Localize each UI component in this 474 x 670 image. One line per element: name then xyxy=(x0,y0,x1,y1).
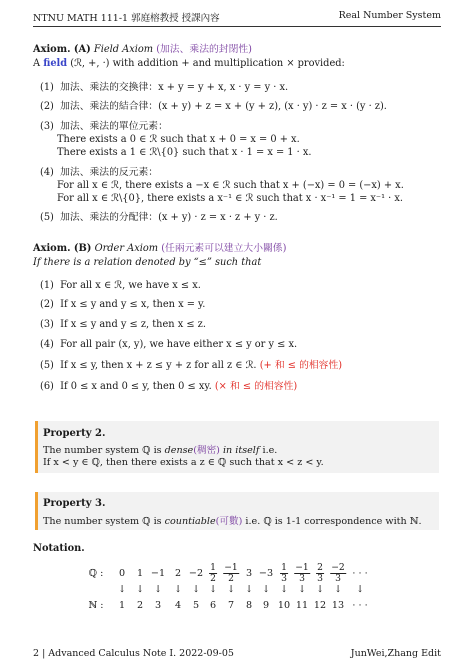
property-2-dense-cjk: (稠密) xyxy=(193,445,220,456)
maps-to-arrow: ↓ xyxy=(191,584,201,595)
maps-to-arrow: ↓ xyxy=(135,584,145,595)
axiom-b-item-2 xyxy=(40,298,205,311)
q-value: 0 xyxy=(118,568,126,579)
fraction xyxy=(294,563,310,584)
n-value: 11 xyxy=(295,600,309,611)
n-value: 6 xyxy=(209,600,217,611)
n-value: 3 xyxy=(154,600,162,611)
n-value: 13 xyxy=(331,600,345,611)
item-number: (3) xyxy=(40,121,54,132)
n-value: 5 xyxy=(192,600,200,611)
axiom-b-intro: If there is a relation denoted by “≤” such that xyxy=(33,257,262,268)
axiom-b-label: Axiom. (B) xyxy=(33,243,92,254)
property-3-pre: The number system ℚ is xyxy=(43,516,162,527)
property-2-line-1 xyxy=(43,442,277,456)
n-value: 1 xyxy=(118,600,126,611)
item-text: For all x ∈ ℛ, we have x ≤ x. xyxy=(60,280,201,291)
footer-right: JunWei,Zhang Edit xyxy=(350,648,441,659)
maps-to-arrow: ↓ xyxy=(208,584,218,595)
property-2-line-2: If x < y ∈ ℚ, then there exists a z ∈ ℚ such that x < z < y. xyxy=(43,457,324,468)
axiom-b-name: Order Axiom xyxy=(94,243,159,254)
q-value: 1 xyxy=(136,568,144,579)
property-3-line xyxy=(43,513,422,527)
fraction xyxy=(223,563,239,584)
axiom-a-item-1 xyxy=(40,81,288,94)
property-2-title: Property 2. xyxy=(43,428,106,439)
maps-to-arrow: ↓ xyxy=(244,584,254,595)
numerator: −2 xyxy=(331,562,345,573)
header-rule xyxy=(33,26,441,27)
n-value: 2 xyxy=(136,600,144,611)
property-2-box xyxy=(35,421,439,473)
maps-to-arrow: ↓ xyxy=(226,584,236,595)
page-footer xyxy=(33,648,441,662)
footer-left: 2 | Advanced Calculus Note I. 2022-09-05 xyxy=(33,648,234,659)
q-row-label: ℚ : xyxy=(88,568,104,579)
numerator: −1 xyxy=(295,562,309,573)
axiom-a-item-3-sub-1: There exists a 0 ∈ ℛ such that x + 0 = x = 0 + x. xyxy=(57,134,300,145)
denominator: 2 xyxy=(210,573,216,584)
notation-correspondence-table xyxy=(0,562,474,642)
property-3-title: Property 3. xyxy=(43,498,106,509)
axiom-a-title xyxy=(33,43,252,56)
q-value: 2 xyxy=(174,568,182,579)
maps-to-arrow: ↓ xyxy=(333,584,343,595)
maps-to-arrow: ↓ xyxy=(297,584,307,595)
item-text: If x ≤ y and y ≤ x, then x = y. xyxy=(60,299,206,310)
fraction xyxy=(330,563,346,584)
field-term: field xyxy=(43,58,68,69)
property-2-dense: dense xyxy=(164,445,194,456)
q-value xyxy=(280,562,288,584)
item-number: (4) xyxy=(40,167,54,178)
property-3-countable: countiable xyxy=(164,516,216,527)
denominator: 3 xyxy=(299,573,305,584)
axiom-a-intro-pre: A xyxy=(33,58,41,69)
axiom-b-cjk: (任兩元素可以建立大小關係) xyxy=(161,243,287,254)
numerator: 1 xyxy=(281,562,287,573)
maps-to-arrow: ↓ xyxy=(173,584,183,595)
axiom-a-item-3-sub-2: There exists a 1 ∈ ℛ\{0} such that x · 1 = x = 1 · x. xyxy=(57,147,312,158)
axiom-a-item-4-sub-1: For all x ∈ ℛ, there exists a −x ∈ ℛ such that x + (−x) = 0 = (−x) + x. xyxy=(57,180,404,191)
denominator: 3 xyxy=(317,573,323,584)
axiom-a-label: Axiom. (A) xyxy=(33,44,91,55)
header-right: Real Number System xyxy=(338,10,441,21)
q-value: −2 xyxy=(188,568,204,579)
axiom-b-item-1 xyxy=(40,279,201,292)
axiom-b-item-5 xyxy=(40,359,342,372)
q-value: −1 xyxy=(150,568,166,579)
axiom-a-item-5 xyxy=(40,211,278,224)
item-number: (5) xyxy=(40,212,54,223)
n-value: 4 xyxy=(174,600,182,611)
item-number: (4) xyxy=(40,339,54,350)
page-header xyxy=(33,10,441,24)
maps-to-arrow: ↓ xyxy=(279,584,289,595)
denominator: 3 xyxy=(335,573,341,584)
axiom-a-name: Field Axiom xyxy=(93,44,154,55)
property-3-accent-bar xyxy=(35,492,38,530)
n-value: 12 xyxy=(313,600,327,611)
property-2-in-itself: in itself xyxy=(222,445,260,456)
property-2-line-1-pre: The number system ℚ is xyxy=(43,445,162,456)
q-value xyxy=(223,562,239,584)
item-text: If 0 ≤ x and 0 ≤ y, then 0 ≤ xy. xyxy=(60,381,212,392)
maps-to-arrow: ↓ xyxy=(261,584,271,595)
denominator: 2 xyxy=(228,573,234,584)
property-3-post: i.e. ℚ is 1-1 correspondence with ℕ. xyxy=(245,516,422,527)
q-value xyxy=(330,562,346,584)
n-value: · · · xyxy=(352,600,368,611)
notation-title: Notation. xyxy=(33,543,85,554)
property-2-line-1-post: i.e. xyxy=(262,445,278,456)
numerator: 1 xyxy=(210,562,216,573)
maps-to-arrow: ↓ xyxy=(355,584,365,595)
item-number: (6) xyxy=(40,381,54,392)
property-2-accent-bar xyxy=(35,421,38,473)
item-number: (1) xyxy=(40,82,54,93)
numerator: 2 xyxy=(317,562,323,573)
compatibility-note: (× 和 ≤ 的相容性) xyxy=(214,381,298,392)
maps-to-arrow: ↓ xyxy=(153,584,163,595)
item-number: (2) xyxy=(40,299,54,310)
item-text: For all pair (x, y), we have either x ≤ y or y ≤ x. xyxy=(60,339,298,350)
property-3-box xyxy=(35,492,439,530)
maps-to-arrow: ↓ xyxy=(117,584,127,595)
item-number: (2) xyxy=(40,101,54,112)
item-number: (3) xyxy=(40,319,54,330)
item-text: 加法、乘法的分配律：(x + y) · z = x · z + y · z. xyxy=(60,212,278,223)
axiom-b-title xyxy=(33,242,286,255)
axiom-b-item-6 xyxy=(40,380,297,393)
q-value xyxy=(294,562,310,584)
item-text: If x ≤ y and y ≤ z, then x ≤ z. xyxy=(60,319,206,330)
compatibility-note: (+ 和 ≤ 的相容性) xyxy=(259,360,343,371)
n-row-label: ℕ : xyxy=(88,600,104,611)
axiom-b-item-4 xyxy=(40,338,297,351)
q-value xyxy=(316,562,324,584)
n-value: 10 xyxy=(277,600,291,611)
n-value: 8 xyxy=(245,600,253,611)
item-text: 加法、乘法的反元素： xyxy=(60,167,159,178)
maps-to-arrow: ↓ xyxy=(315,584,325,595)
axiom-a-item-2 xyxy=(40,100,387,113)
axiom-a-cjk: (加法、乘法的封閉性) xyxy=(156,44,253,55)
fraction xyxy=(316,563,324,584)
item-text: 加法、乘法的結合律：(x + y) + z = x + (y + z), (x · y) · z = x · (y · z). xyxy=(60,101,387,112)
q-value xyxy=(209,562,217,584)
denominator: 3 xyxy=(281,573,287,584)
numerator: −1 xyxy=(224,562,238,573)
header-left: NTNU MATH 111-1 郭庭榕教授 授課內容 xyxy=(33,13,220,24)
n-value: 9 xyxy=(262,600,270,611)
fraction xyxy=(209,563,217,584)
item-text: 加法、乘法的單位元素： xyxy=(60,121,168,132)
axiom-a-item-4 xyxy=(40,166,158,179)
axiom-a-intro xyxy=(33,57,345,70)
property-3-countable-cjk: (可數) xyxy=(215,516,243,527)
n-value: 7 xyxy=(227,600,235,611)
axiom-a-item-4-sub-2: For all x ∈ ℛ\{0}, there exists a x⁻¹ ∈ ℛ such that x · x⁻¹ = 1 = x⁻¹ · x. xyxy=(57,193,404,204)
axiom-b-item-3 xyxy=(40,318,206,331)
q-value: −3 xyxy=(258,568,274,579)
axiom-a-intro-post: (ℛ, +, ·) with addition + and multiplication × provided: xyxy=(70,58,345,69)
fraction xyxy=(280,563,288,584)
item-text: If x ≤ y, then x + z ≤ y + z for all z ∈ ℛ. xyxy=(60,360,257,371)
q-value: 3 xyxy=(245,568,253,579)
q-value: · · · xyxy=(352,568,368,579)
axiom-a-item-3 xyxy=(40,120,168,133)
item-text: 加法、乘法的交換律：x + y = y + x, x · y = y · x. xyxy=(60,82,289,93)
item-number: (1) xyxy=(40,280,54,291)
item-number: (5) xyxy=(40,360,54,371)
